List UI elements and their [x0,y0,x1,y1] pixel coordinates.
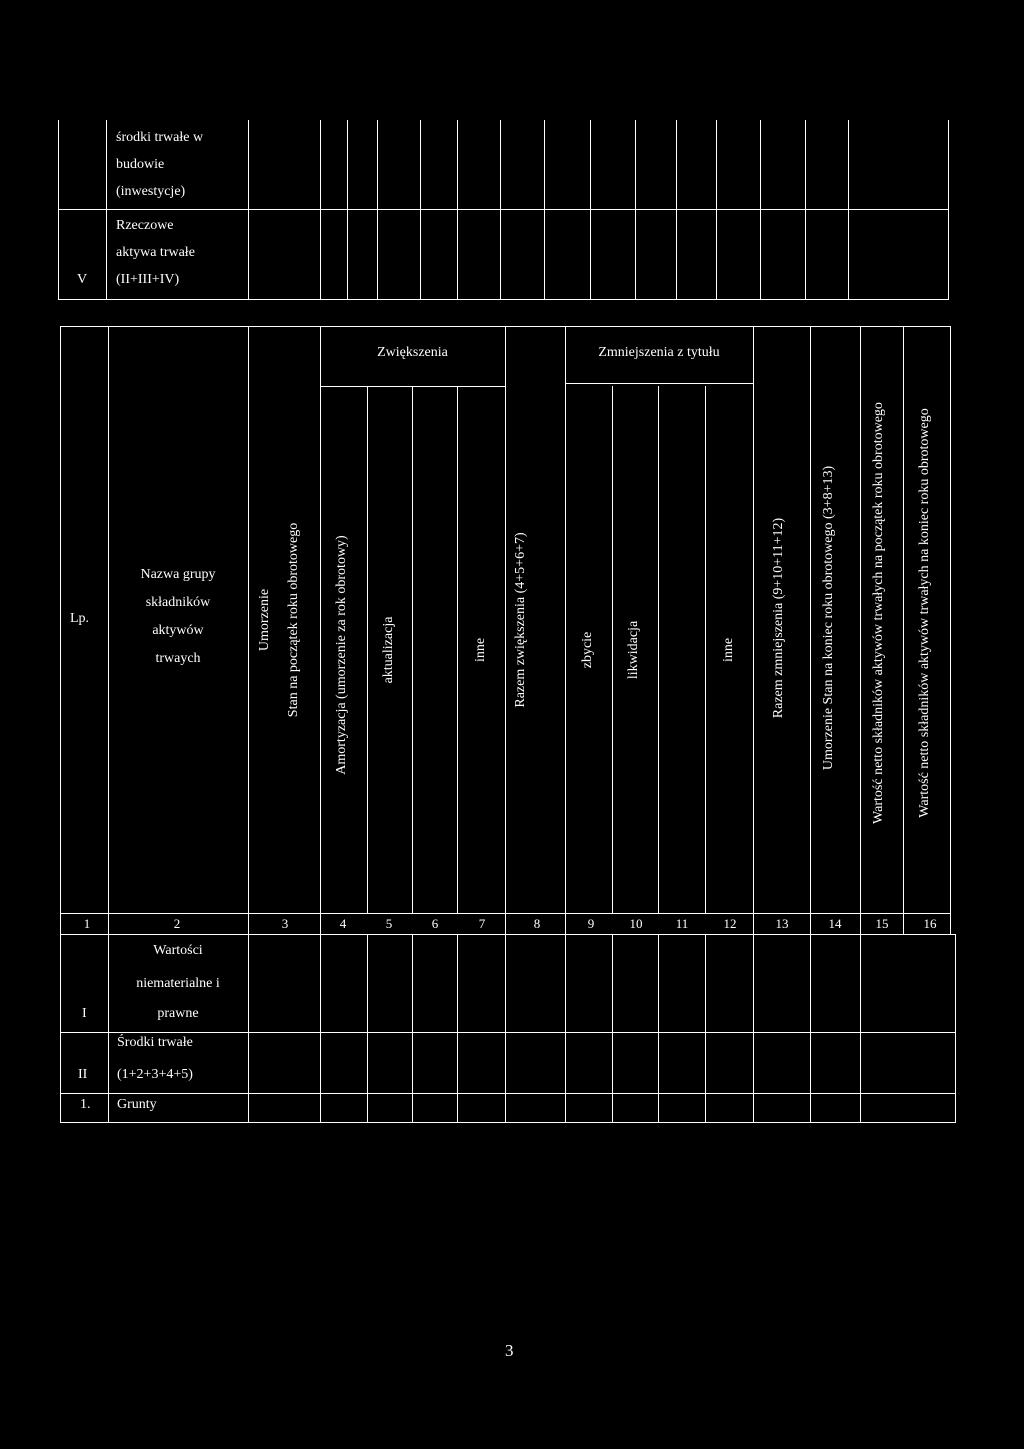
page-number: 3 [505,1341,514,1360]
column-number: 10 [629,916,643,931]
header-col12: inne [721,637,736,663]
header-name-line-2: składników [145,595,211,610]
header-lp: Lp. [70,611,90,626]
row-name-line: niematerialne i [136,976,220,991]
header-col16: Wartość netto składników aktywów trwałych na koniec roku obrotowego [917,408,932,818]
header-col10: likwidacja [626,620,641,680]
row-lp: I [82,1006,87,1021]
column-number: 7 [478,916,486,931]
header-col15: Wartość netto składników aktywów trwałych na początek roku obrotowego [871,402,886,824]
row-lp: 1. [80,1097,91,1112]
header-name-line-1: Nazwa grupy [140,567,216,582]
column-number: 15 [875,916,889,931]
column-number: 13 [775,916,789,931]
header-name-line-4: trwaych [155,651,201,666]
column-number: 3 [281,916,289,931]
top-row-a-name-line-2: budowie [116,157,165,172]
row-name-line: prawne [157,1006,199,1021]
column-number: 5 [385,916,393,931]
column-number: 8 [533,916,541,931]
header-col13: Razem zmniejszenia (9+10+11+12) [771,517,786,719]
column-number: 11 [675,916,689,931]
header-col3-line-2: Stan na początek roku obrotowego [286,522,301,718]
row-name-line: (1+2+3+4+5) [117,1067,193,1082]
row-name-line: Środki trwałe [117,1035,193,1050]
row-name-line: Grunty [117,1097,157,1112]
top-row-a-name-line-1: środki trwałe w [116,130,204,145]
header-col3-line-1: Umorzenie [257,588,272,652]
row-lp: II [78,1067,88,1082]
header-group-decrease: Zmniejszenia z tytułu [598,345,720,360]
column-number: 2 [173,916,181,931]
header-col8: Razem zwiększenia (4+5+6+7) [513,532,528,708]
header-col5: aktualizacja [381,616,396,684]
top-row-b-name-line-3: (II+III+IV) [116,272,180,287]
column-number: 6 [431,916,439,931]
top-row-b-name-line-2: aktywa trwałe [116,245,195,260]
top-row-b-lp: V [77,272,88,287]
column-number: 4 [339,916,347,931]
column-number: 12 [723,916,737,931]
header-col14: Umorzenie Stan na koniec roku obrotowego (3+8+13) [821,465,836,771]
header-name-line-3: aktywów [152,623,204,638]
column-number: 9 [587,916,595,931]
top-row-b-name-line-1: Rzeczowe [116,218,174,233]
top-row-a-name-line-3: (inwestycje) [116,184,186,199]
header-col7: inne [473,637,488,663]
column-number: 14 [828,916,842,931]
header-group-increase: Zwiększenia [377,345,448,360]
row-name-line: Wartości [153,943,203,958]
header-col9: zbycie [580,631,595,669]
header-col4: Amortyzacja (umorzenie za rok obrotowy) [334,535,349,775]
column-number: 16 [923,916,937,931]
column-number: 1 [83,916,91,931]
